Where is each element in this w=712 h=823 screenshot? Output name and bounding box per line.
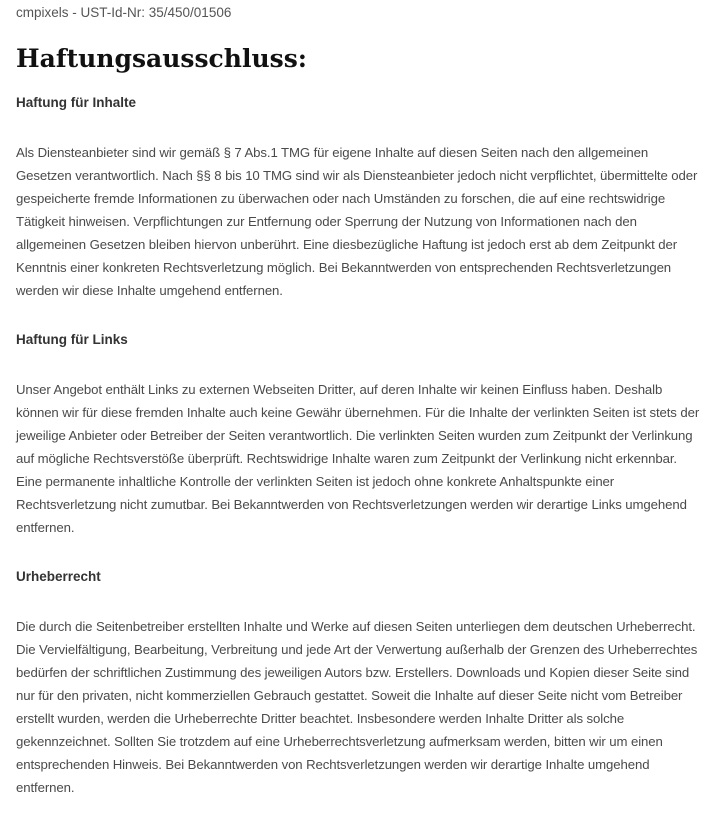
section-paragraph: Unser Angebot enthält Links zu externen Webseiten Dritter, auf deren Inhalte wir keinen Einfluss haben. Deshalb können wir für diese fremden Inhalte auch keine Gewähr übernehmen. Für die Inhalte der verlinkten Seiten ist stets der jeweilige Anbieter oder Betreiber der Seiten verantwortlich. Die verlinkten Seiten wurden zum Zeitpunkt der Verlinkung auf mögliche Rechtsverstöße überprüft. Rechtswidrige Inhalte waren zum Zeitpunkt der Verlinkung nicht erkennbar. Eine permanente inhaltliche Kontrolle der verlinkten Seiten ist jedoch ohne konkrete Anhaltspunkte einer Rechtsverletzung nicht zumutbar. Bei Bekanntwerden von Rechtsverletzungen werden wir derartige Links umgehend entfernen. (16, 382, 700, 535)
section-paragraph: Als Diensteanbieter sind wir gemäß § 7 Abs.1 TMG für eigene Inhalte auf diesen Seiten nach den allgemeinen Gesetzen verantwortlich. Nach §§ 8 bis 10 TMG sind wir als Diensteanbieter jedoch nicht verpflichtet, übermittelte oder gespeicherte fremde Informationen zu überwachen oder nach Umständen zu forschen, die auf eine rechtswidrige Tätigkeit hinweisen. Verpflichtungen zur Entfernung oder Sperrung der Nutzung von Informationen nach den allgemeinen Gesetzen bleiben hiervon unberührt. Eine diesbezügliche Haftung ist jedoch erst ab dem Zeitpunkt der Kenntnis einer konkreten Rechtsverletzung möglich. Bei Bekanntwerden von entsprechenden Rechtsverletzungen werden wir diese Inhalte umgehend entfernen. (16, 145, 698, 298)
section-copyright (16, 567, 706, 799)
section-content-liability (16, 93, 706, 302)
section-heading: Haftung für Inhalte (16, 95, 136, 110)
section-link-liability (16, 330, 706, 539)
section-paragraph: Die durch die Seitenbetreiber erstellten Inhalte und Werke auf diesen Seiten unterliegen dem deutschen Urheberrecht. Die Vervielfältigung, Bearbeitung, Verbreitung und jede Art der Verwertung außerhalb der Grenzen des Urheberrechtes bedürfen der schriftlichen Zustimmung des jeweiligen Autors bzw. Erstellers. Downloads und Kopien dieser Seite sind nur für den privaten, nicht kommerziellen Gebrauch gestattet. Soweit die Inhalte auf dieser Seite nicht vom Betreiber erstellt wurden, werden die Urheberrechte Dritter beachtet. Insbesondere werden Inhalte Dritter als solche gekennzeichnet. Sollten Sie trotzdem auf eine Urheberrechtsverletzung aufmerksam werden, bitten wir um einen entsprechenden Hinweis. Bei Bekanntwerden von Rechtsverletzungen werden wir derartige Inhalte umgehend entfernen. (16, 619, 698, 795)
section-heading: Urheberrecht (16, 569, 101, 584)
section-heading: Haftung für Links (16, 332, 128, 347)
company-tax-id-line: cmpixels - UST-Id-Nr: 35/450/01506 (16, 5, 232, 20)
disclaimer-title: Haftungsausschluss: (16, 44, 308, 73)
